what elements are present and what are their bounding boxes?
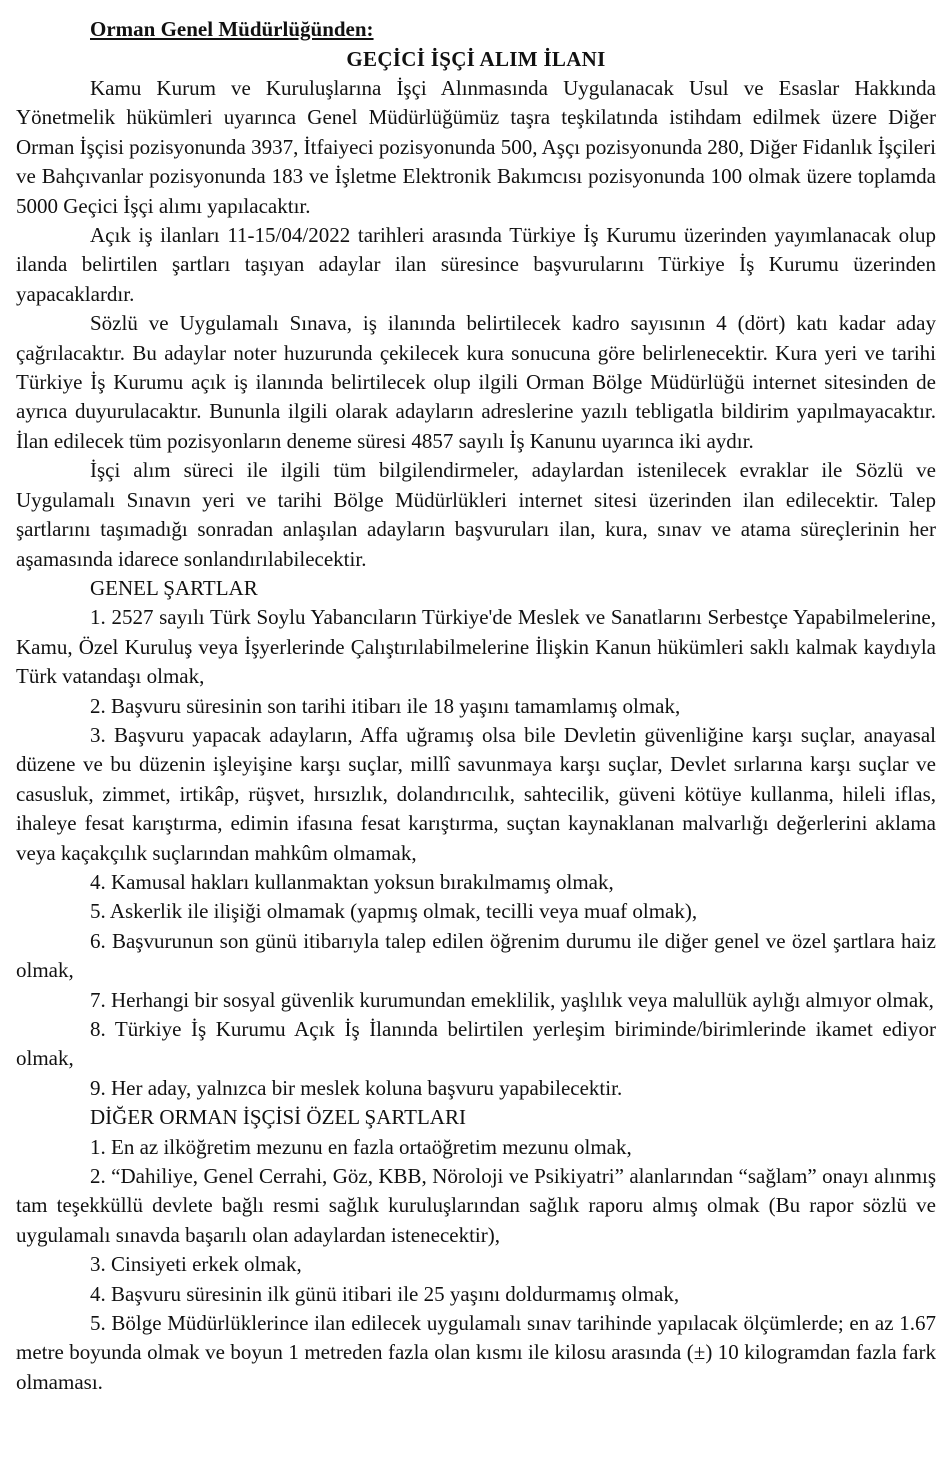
general-condition-item: 3. Başvuru yapacak adayların, Affa uğramış olsa bile Devletin güvenliğine karşı suçlar, anayasal düzene ve bu düzenin işleyişine karşı suçlar, millî savunmaya karşı suçlar, Devlet sırlarına karşı suçlar ve casusluk, zimmet, irtikâp, rüşvet, hırsızlık, dolandırıcılık, sahtecilik, güveni kötüye kullanma, hileli iflas, ihaleye fesat karıştırma, edimin ifasına fesat karıştırma, suçtan kaynaklanan malvarlığı değerlerini aklama veya kaçakçılık suçlarından mahkûm olmamak, (16, 722, 936, 865)
general-condition-item: 1. 2527 sayılı Türk Soylu Yabancıların Türkiye'de Meslek ve Sanatlarını Serbestçe Yapabilmelerine, Kamu, Özel Kuruluş veya İşyerlerinde Çalıştırılabilmelerine İlişkin Kanun hükümleri saklı kalmak kaydıyla Türk vatandaşı olmak, (16, 605, 936, 689)
special-conditions-heading: DİĞER ORMAN İŞÇİSİ ÖZEL ŞARTLARI (90, 1105, 466, 1130)
general-condition-item: 9. Her aday, yalnızca bir meslek koluna başvuru yapabilecektir. (90, 1075, 623, 1100)
general-condition-item: 7. Herhangi bir sosyal güvenlik kurumundan emeklilik, yaşlılık veya malullük aylığı almıyor olmak, (90, 987, 934, 1012)
general-condition-item: 2. Başvuru süresinin son tarihi itibarı ile 18 yaşını tamamlamış olmak, (90, 693, 681, 718)
general-condition-item: 4. Kamusal hakları kullanmaktan yoksun bırakılmamış olmak, (90, 869, 614, 894)
special-condition-item: 3. Cinsiyeti erkek olmak, (90, 1252, 302, 1277)
special-condition-item: 4. Başvuru süresinin ilk günü itibari ile 25 yaşını doldurmamış olmak, (90, 1281, 680, 1306)
intro-paragraph: Sözlü ve Uygulamalı Sınava, iş ilanında belirtilecek kadro sayısının 4 (dört) katı kadar aday çağrılacaktır. Bu adaylar noter huzurunda çekilecek kura sonucuna göre belirlenecektir. Kura yeri ve tarihi Türkiye İş Kurumu açık iş ilanında belirtilecek olup ilgili Orman Bölge Müdürlüğü internet sitesinden de ayrıca duyurulacaktır. Bununla ilgili olarak adayların adreslerine yazılı tebligatla bildirim yapılmayacaktır. İlan edilecek tüm pozisyonların deneme süresi 4857 sayılı İş Kanunu uyarınca iki aydır. (16, 311, 936, 453)
general-condition-item: 6. Başvurunun son günü itibarıyla talep edilen öğrenim durumu ile diğer genel ve özel şartlara haiz olmak, (16, 928, 936, 983)
special-condition-item: 1. En az ilköğretim mezunu en fazla ortaöğretim mezunu olmak, (90, 1134, 632, 1159)
general-condition-item: 5. Askerlik ile ilişiği olmamak (yapmış olmak, tecilli veya muaf olmak), (90, 899, 698, 924)
special-condition-item: 2. “Dahiliye, Genel Cerrahi, Göz, KBB, Nöroloji ve Psikiyatri” alanlarından “sağlam” onayı alınmış tam teşekküllü devlete bağlı resmi sağlık kuruluşlarından sağlık raporu almış olmak (Bu rapor sözlü ve uygulamalı sınavda başarılı olan adaylardan istenecektir), (16, 1164, 936, 1247)
intro-paragraph: İşçi alım süreci ile ilgili tüm bilgilendirmeler, adaylardan istenilecek evraklar ile Sözlü ve Uygulamalı Sınavın yeri ve tarihi Bölge Müdürlükleri internet sitesi üzerinden ilan edilecektir. Talep şartlarını taşımadığı sonradan anlaşılan adayların başvuruları ilan, kura, sınav ve atama süreçlerinin her aşamasında idarece sonlandırılabilecektir. (16, 458, 936, 571)
general-condition-item: 8. Türkiye İş Kurumu Açık İş İlanında belirtilen yerleşim biriminde/birimlerinde ikamet ediyor olmak, (16, 1017, 936, 1071)
general-conditions-heading: GENEL ŞARTLAR (90, 575, 258, 600)
special-condition-item: 5. Bölge Müdürlüklerince ilan edilecek uygulamalı sınav tarihinde yapılacak ölçümlerde; en az 1.67 metre boyunda olmak ve boyun 1 metreden fazla olan kısmı ile kilosu arasında (±) 10 kilogramdan fazla fark olmaması. (16, 1311, 936, 1394)
intro-paragraph: Açık iş ilanları 11-15/04/2022 tarihleri arasında Türkiye İş Kurumu üzerinden yayımlanacak olup ilanda belirtilen şartları taşıyan adaylar ilan süresince başvurularını Türkiye İş Kurumu üzerinden yapacaklardır. (16, 223, 936, 306)
issuer-heading: Orman Genel Müdürlüğünden: (90, 17, 374, 41)
announcement-title: GEÇİCİ İŞÇİ ALIM İLANI (346, 47, 606, 71)
intro-paragraph: Kamu Kurum ve Kuruluşlarına İşçi Alınmasında Uygulanacak Usul ve Esaslar Hakkında Yönetmelik hükümleri uyarınca Genel Müdürlüğümüz taşra teşkilatında istihdam edilmek üzere Diğer Orman İşçisi pozisyonunda 3937, İtfaiyeci pozisyonunda 500, Aşçı pozisyonunda 280, Diğer Fidanlık İşçileri ve Bahçıvanlar pozisyonunda 183 ve İşletme Elektronik Bakımcısı pozisyonunda 100 olmak üzere toplamda 5000 Geçici İşçi alımı yapılacaktır. (16, 76, 936, 218)
